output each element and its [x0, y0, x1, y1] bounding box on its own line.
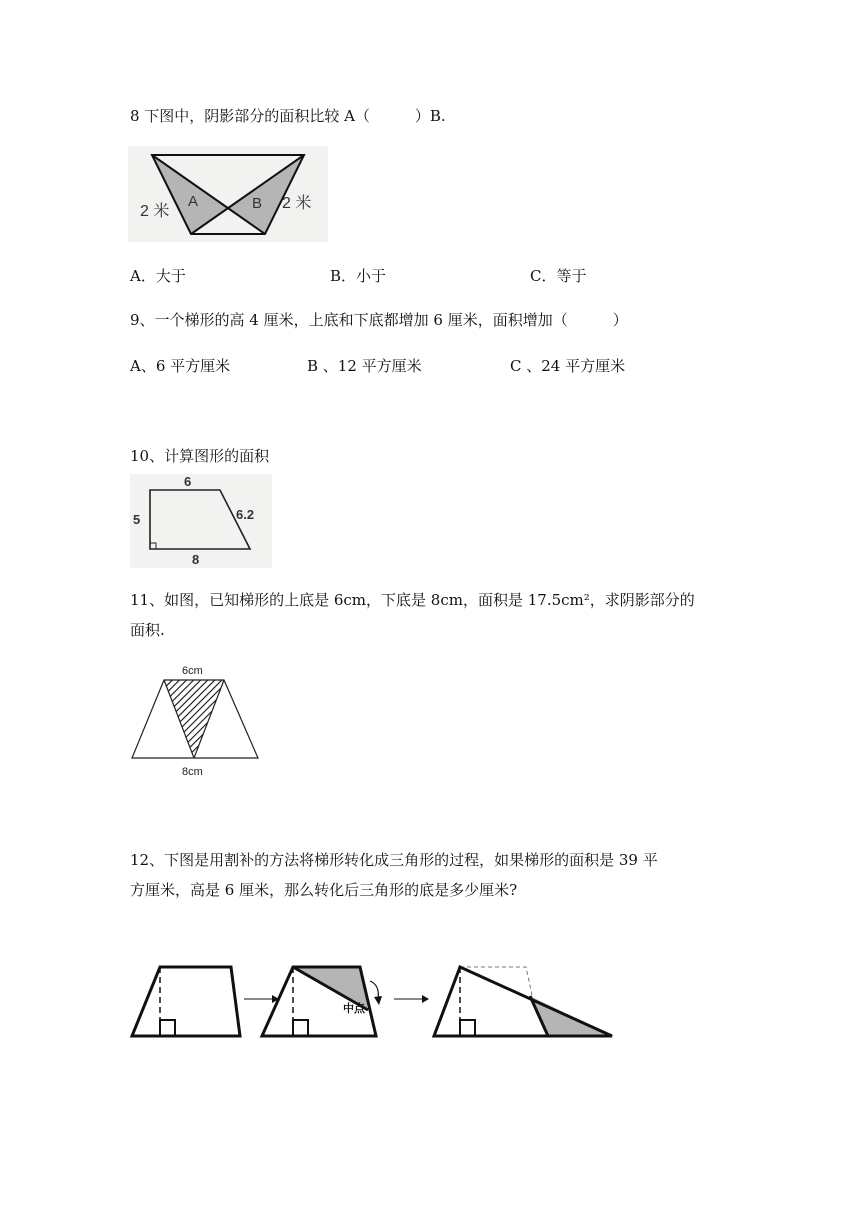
q9-option-b: B 、12 平方厘米 [307, 357, 422, 375]
q11-top-label: 6cm [182, 665, 203, 677]
q10-bottom-label: 8 [192, 552, 200, 567]
q11-shaded-triangle [164, 680, 224, 758]
q10-slant-label: 6.2 [236, 507, 255, 522]
q10-left-label: 5 [133, 512, 141, 527]
q9-text: 9、一个梯形的高 4 厘米，上底和下底都增加 6 厘米，面积增加（ ） [130, 311, 628, 329]
q9-option-a: A、6 平方厘米 [130, 357, 231, 375]
q8-option-a: A．大于 [130, 267, 186, 285]
q12-midpoint-label: 中点 [343, 1003, 365, 1015]
q12-rotate-arrow-head [374, 996, 382, 1005]
q11-bottom-label: 8cm [182, 766, 203, 778]
q8-left-label: 2 米 [140, 203, 170, 220]
q10-figure [130, 474, 272, 568]
q12-rotate-arrow [370, 981, 378, 999]
q8-option-b: B．小于 [330, 267, 387, 285]
q12-right-angle-3 [460, 1020, 475, 1036]
q8-label-a: A [188, 193, 199, 210]
q8-right-label: 2 米 [282, 195, 312, 212]
q9-option-c: C 、24 平方厘米 [510, 357, 626, 375]
q12-trapezoid-original [132, 967, 240, 1036]
q10-text: 10、计算图形的面积 [130, 447, 270, 465]
q11-text-line1: 11、如图，已知梯形的上底是 6cm，下底是 8cm，面积是 17.5cm²，求阴影部分的 [130, 591, 695, 609]
q12-right-angle-1 [160, 1020, 175, 1036]
q8-figure [128, 146, 328, 242]
q12-text-line2: 方厘米，高是 6 厘米，那么转化后三角形的底是多少厘米? [130, 881, 518, 899]
q8-label-b: B [252, 195, 263, 212]
q11-text-line2: 面积. [130, 621, 165, 639]
q12-arrow-2-head [422, 995, 429, 1003]
q12-text-line1: 12、下图是用割补的方法将梯形转化成三角形的过程，如果梯形的面积是 39 平 [130, 851, 658, 869]
q12-figure [128, 955, 618, 1045]
q12-right-angle-2 [293, 1020, 308, 1036]
q11-figure [128, 660, 262, 780]
q8-text: 8 下图中，阴影部分的面积比较 A（ ）B. [130, 107, 446, 125]
q10-top-label: 6 [184, 474, 192, 489]
q8-option-c: C．等于 [530, 267, 587, 285]
